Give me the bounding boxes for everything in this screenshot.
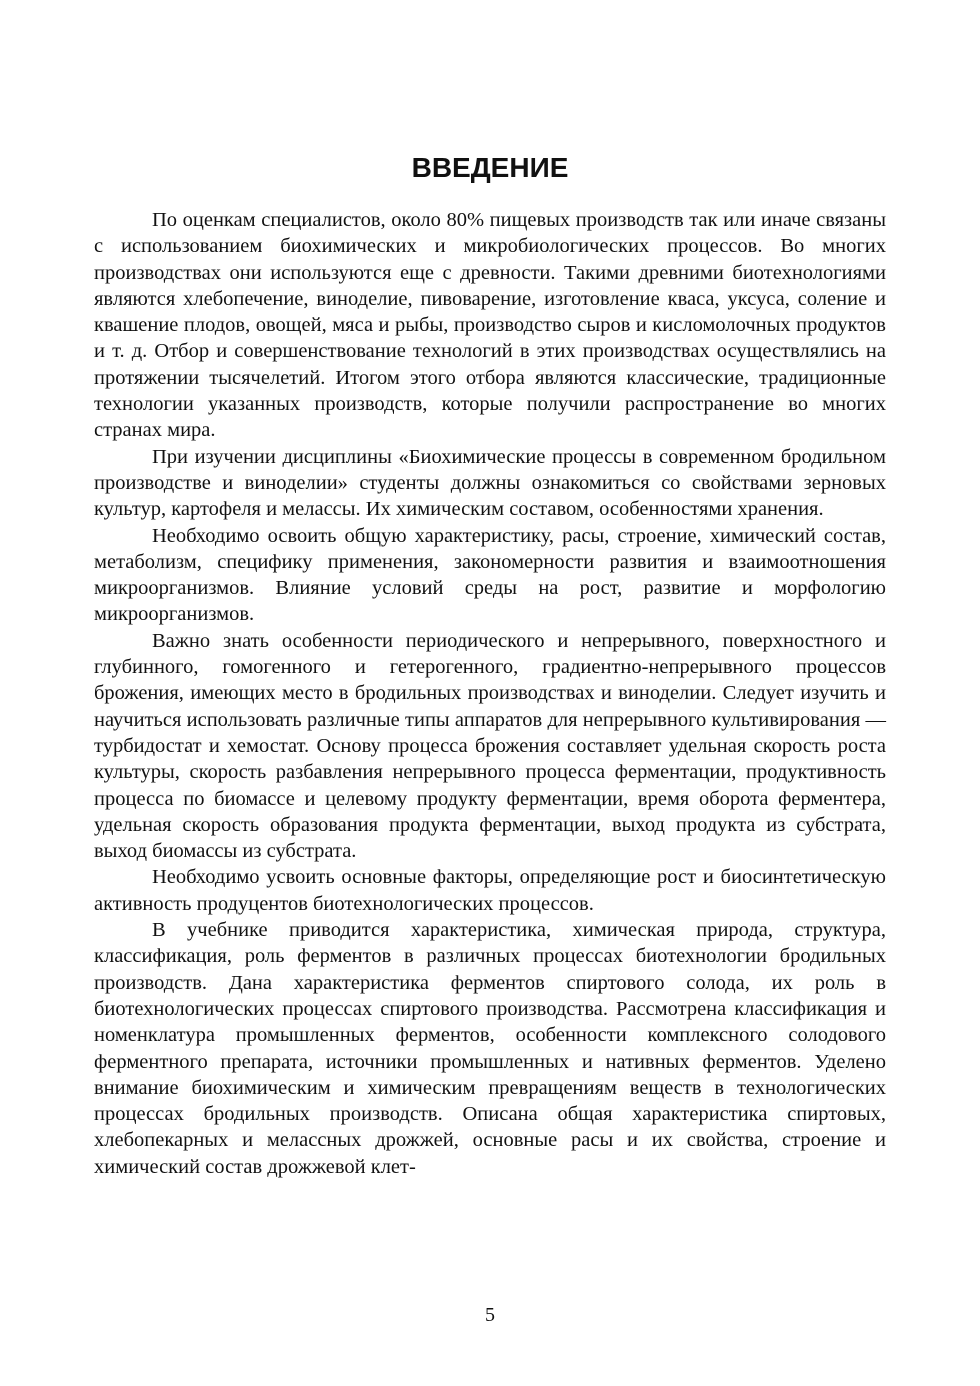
paragraph: Необходимо освоить общую характеристику, расы, строение, химический состав, метаболизм, специфику применения, закономерности развития и взаимоотношения микроорганизмов. Влияние условий среды на рост, развитие и морфологию микроорганизмов.: [94, 524, 886, 626]
paragraph: Необходимо усвоить основные факторы, определяющие рост и биосинтетическую активность продуцентов биотехнологических процессов.: [94, 866, 886, 915]
body-text: [94, 207, 886, 1180]
paragraph: При изучении дисциплины «Биохимические процессы в современном бродильном производстве и виноделии» студенты должны ознакомиться со свойствами зерновых культур, картофеля и мелассы. Их химическим составом, особенностями хранения.: [94, 445, 886, 521]
chapter-title: ВВЕДЕНИЕ: [411, 152, 569, 183]
page-number: 5: [485, 1304, 495, 1326]
paragraph: Важно знать особенности периодического и непрерывного, поверхностного и глубинного, гомогенного и гетерогенного, градиентно-непрерывного процессов брожения, имеющих место в бродильных производствах и виноделии. Следует изучить и научиться использовать различные типы аппаратов для непрерывного культивирования — турбидостат и хемостат. Основу процесса брожения составляет удельная скорость роста культуры, скорость разбавления непрерывного процесса ферментации, продуктивность процесса по биомассе и целевому продукту ферментации, время оборота ферментера, удельная скорость образования продукта ферментации, выход продукта из субстрата, выход биомассы из субстрата.: [94, 629, 886, 863]
document-page: [94, 0, 886, 1386]
paragraph: По оценкам специалистов, около 80% пищевых производств так или иначе связаны с использованием биохимических и микробиологических процессов. Во многих производствах они используются еще с древности. Такими древними биотехнологиями являются хлебопечение, виноделие, пивоварение, изготовление кваса, уксуса, соление и квашение плодов, овощей, мяса и рыбы, производство сыров и кисломолочных продуктов и т. д. Отбор и совершенствование технологий в этих производствах осуществлялись на протяжении тысячелетий. Итогом этого отбора являются классические, традиционные технологии указанных производств, которые получили распространение во многих странах мира.: [94, 209, 886, 442]
paragraph: В учебнике приводится характеристика, химическая природа, структура, классификация, роль ферментов в различных процессах биотехнологии бродильных производств. Дана характеристика ферментов спиртового солода, их роль в биотехнологических процессах спиртового производства. Рассмотрена классификация и номенклатура промышленных ферментов, особенности комплексного солодового ферментного препарата, источники промышленных и нативных ферментов. Уделено внимание биохимическим и химическим превращениям веществ в технологических процессах бродильных производств. Описана общая характеристика спиртовых, хлебопекарных и мелассных дрожжей, основные расы и их свойства, строение и химический состав дрожжевой клет-: [94, 919, 886, 1178]
